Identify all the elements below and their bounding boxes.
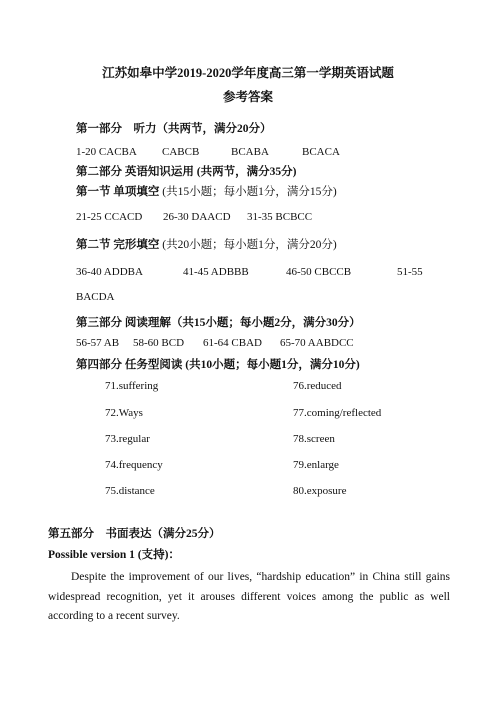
answer-item: 78.screen: [293, 433, 335, 445]
answer-item: 76.reduced: [293, 380, 342, 392]
essay-paragraph: Despite the improvement of our lives, “hardship education” in China still gains widespread recognition, yet it arouses different voices among the public as well according to a recent survey.: [48, 571, 450, 622]
part1-heading: 第一部分 听力（共两节，满分20分）: [76, 123, 272, 135]
answer-group: 65-70 AABDCC: [280, 337, 354, 349]
part4-heading: 第四部分 任务型阅读 (共10小题；每小题1分，满分10分): [76, 359, 360, 371]
answer-group: CABCB: [162, 146, 200, 158]
part2-section2-answers-cont: BACDA: [76, 291, 115, 303]
answer-group: 58-60 BCD: [133, 337, 185, 349]
answer-group: 41-45 ADBBB: [183, 266, 249, 278]
document-subtitle: 参考答案: [222, 90, 273, 104]
answer-group: 56-57 AB: [76, 337, 120, 349]
part2-heading: 第二部分 英语知识运用 (共两节，满分35分): [76, 166, 297, 178]
answer-item: 75.distance: [105, 485, 155, 497]
answer-item: 79.enlarge: [293, 459, 339, 471]
answer-item: 77.coming/reflected: [293, 407, 382, 419]
answer-group: 26-30 DAACD: [163, 211, 231, 223]
answer-item: 73.regular: [105, 433, 150, 445]
version-label: Possible version 1 (支持)：: [48, 549, 180, 561]
answer-group: 36-40 ADDBA: [76, 266, 143, 278]
answer-group: 31-35 BCBCC: [247, 211, 313, 223]
answer-group: 51-55: [397, 266, 423, 278]
answer-item: 80.exposure: [293, 485, 347, 497]
answer-item: 71.suffering: [105, 380, 159, 392]
answer-group: 1-20 CACBA: [76, 146, 137, 158]
part2-section2-heading: 第二节 完形填空 (共20小题；每小题1分，满分20分): [76, 239, 337, 251]
answer-item: 74.frequency: [105, 459, 163, 471]
answer-group: 21-25 CCACD: [76, 211, 143, 223]
answer-item: 72.Ways: [105, 407, 143, 419]
part5-heading: 第五部分 书面表达（满分25分）: [48, 528, 221, 540]
answer-group: 61-64 CBAD: [203, 337, 262, 349]
document-title: 江苏如皋中学2019-2020学年度高三第一学期英语试题: [102, 66, 394, 80]
part2-section1-heading: 第一节 单项填空 (共15小题；每小题1分，满分15分): [76, 186, 337, 198]
answer-group: BCACA: [302, 146, 340, 158]
part3-heading: 第三部分 阅读理解（共15小题；每小题2分，满分30分）: [76, 317, 361, 329]
answer-group: BCABA: [231, 146, 269, 158]
answer-group: 46-50 CBCCB: [286, 266, 352, 278]
